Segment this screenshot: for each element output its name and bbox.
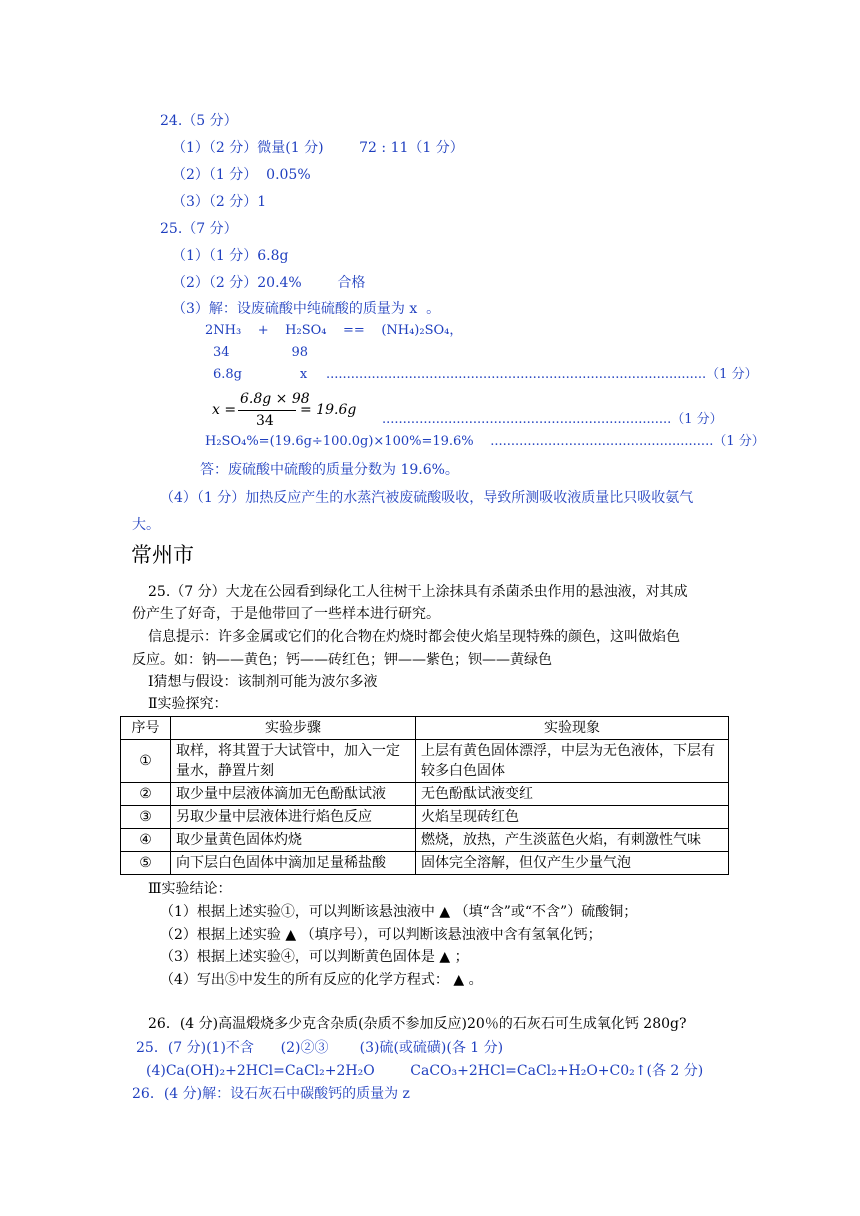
q25-heading: 25.（7 分）: [160, 221, 238, 237]
q25-part4-line2: 大。: [132, 517, 160, 533]
row-observation: 固体完全溶解，但仅产生少量气泡: [416, 852, 729, 875]
conclusion-1: （1）根据上述实验①，可以判断该悬浊液中 ▲ （填“含”或“不含”）硫酸铜；: [160, 904, 638, 920]
table-row: [121, 806, 729, 829]
conclusion-4: （4）写出⑤中发生的所有反应的化学方程式： ▲ 。: [160, 972, 483, 988]
row-observation: 火焰呈现砖红色: [416, 806, 729, 829]
q25-part1: （1）（1 分）6.8g: [172, 248, 289, 264]
reaction-equation: 2NH₃ + H₂SO₄ == (NH₄)₂SO₄，: [205, 323, 463, 338]
dotted-leader-2: ......................................................................（1 分）: [382, 412, 723, 427]
answer-26: 26．(4 分)解：设石灰石中碳酸钙的质量为 z: [132, 1086, 410, 1102]
q25-text-line2: 份产生了好奇，于是他带回了一些样本进行研究。: [132, 606, 440, 622]
q24-part3: （3）（2 分）1: [172, 194, 267, 210]
table-row: [121, 852, 729, 875]
table-row: [121, 783, 729, 806]
mass-row: 6.8g x: [213, 367, 308, 382]
fraction-numerator: 6.8g × 98: [240, 391, 310, 407]
row-step: 取少量中层液体滴加无色酚酞试液: [171, 783, 416, 806]
info-hint-line1: 信息提示：许多金属或它们的化合物在灼烧时都会使火焰呈现特殊的颜色，这叫做焰色: [148, 629, 680, 645]
header-no: 序号: [121, 717, 171, 740]
row-no: ⑤: [121, 852, 171, 875]
hypothesis: Ⅰ猜想与假设：该制剂可能为波尔多液: [148, 674, 378, 690]
q25-part3: （3）解：设废硫酸中纯硫酸的质量为 x 。: [172, 301, 441, 317]
experiment-table: [120, 716, 729, 875]
info-hint-line2: 反应。如：钠——黄色；钙——砖红色；钾——紫色；钡——黄绿色: [132, 652, 552, 668]
table-header-row: [121, 717, 729, 740]
row-no: ④: [121, 829, 171, 852]
fraction-denominator: 34: [256, 413, 274, 429]
fraction-result: = 19.6g: [300, 402, 357, 418]
row-observation: 燃烧，放热，产生淡蓝色火焰，有刺激性气味: [416, 829, 729, 852]
row-no: ③: [121, 806, 171, 829]
header-step: 实验步骤: [171, 717, 416, 740]
row-observation: 上层有黄色固体漂浮，中层为无色液体，下层有较多白色固体: [416, 740, 729, 783]
row-step: 取样，将其置于大试管中，加入一定量水，静置片刻: [171, 740, 416, 783]
conclusion-heading: Ⅲ实验结论：: [148, 881, 232, 897]
table-row: [121, 829, 729, 852]
row-no: ①: [121, 740, 171, 783]
q24-part2: （2）（1 分） 0.05%: [172, 167, 311, 183]
row-step: 取少量黄色固体灼烧: [171, 829, 416, 852]
row-step: 另取少量中层液体进行焰色反应: [171, 806, 416, 829]
conclusion-3: （3）根据上述实验④，可以判断黄色固体是 ▲ ；: [160, 949, 469, 965]
q25-text-line1: 25.（7 分）大龙在公园看到绿化工人往树干上涂抹具有杀菌杀虫作用的悬浊液，对其成: [148, 584, 688, 600]
answer-25-line1: 25．(7 分)(1)不含 (2)②③ (3)硫(或硫磺)(各 1 分): [136, 1040, 504, 1056]
q25-part2: （2）（2 分）20.4% 合格: [172, 275, 366, 291]
row-no: ②: [121, 783, 171, 806]
dotted-leader-1: ............................................................................................（1 分）: [326, 367, 758, 382]
experiment-heading: Ⅱ实验探究：: [148, 696, 228, 712]
q25-part4-line1: （4）（1 分）加热反应产生的水蒸汽被废硫酸吸收，导致所测吸收液质量比只吸收氨气: [160, 490, 694, 506]
section-title: 常州市: [131, 543, 194, 567]
final-answer: 答：废硫酸中硫酸的质量分数为 19.6%。: [200, 462, 459, 478]
conclusion-2: （2）根据上述实验 ▲ （填序号），可以判断该悬浊液中含有氢氧化钙；: [160, 927, 602, 943]
table-row: [121, 740, 729, 783]
fraction-bar: [238, 410, 296, 411]
fraction-x: x =: [212, 402, 237, 418]
row-step: 向下层白色固体中滴加足量稀盐酸: [171, 852, 416, 875]
q24-part1: （1）（2 分）微量(1 分) 72 : 11（1 分）: [172, 140, 464, 156]
answer-25-line2: (4)Ca(OH)₂+2HCl=CaCl₂+2H₂O CaCO₃+2HCl=CaCl₂+H₂O+C0₂↑(各 2 分): [146, 1063, 704, 1079]
q24-heading: 24.（5 分）: [160, 113, 238, 129]
header-observation: 实验现象: [416, 717, 729, 740]
coefficient-row: 34 98: [213, 345, 309, 360]
row-observation: 无色酚酞试液变红: [416, 783, 729, 806]
percent-calculation: H₂SO₄%=(19.6g÷100.0g)×100%=19.6% ......................................................（1 分）: [205, 434, 765, 449]
question-26: 26．(4 分)高温煅烧多少克含杂质(杂质不参加反应)20％的石灰石可生成氧化钙 280g?: [148, 1016, 687, 1032]
